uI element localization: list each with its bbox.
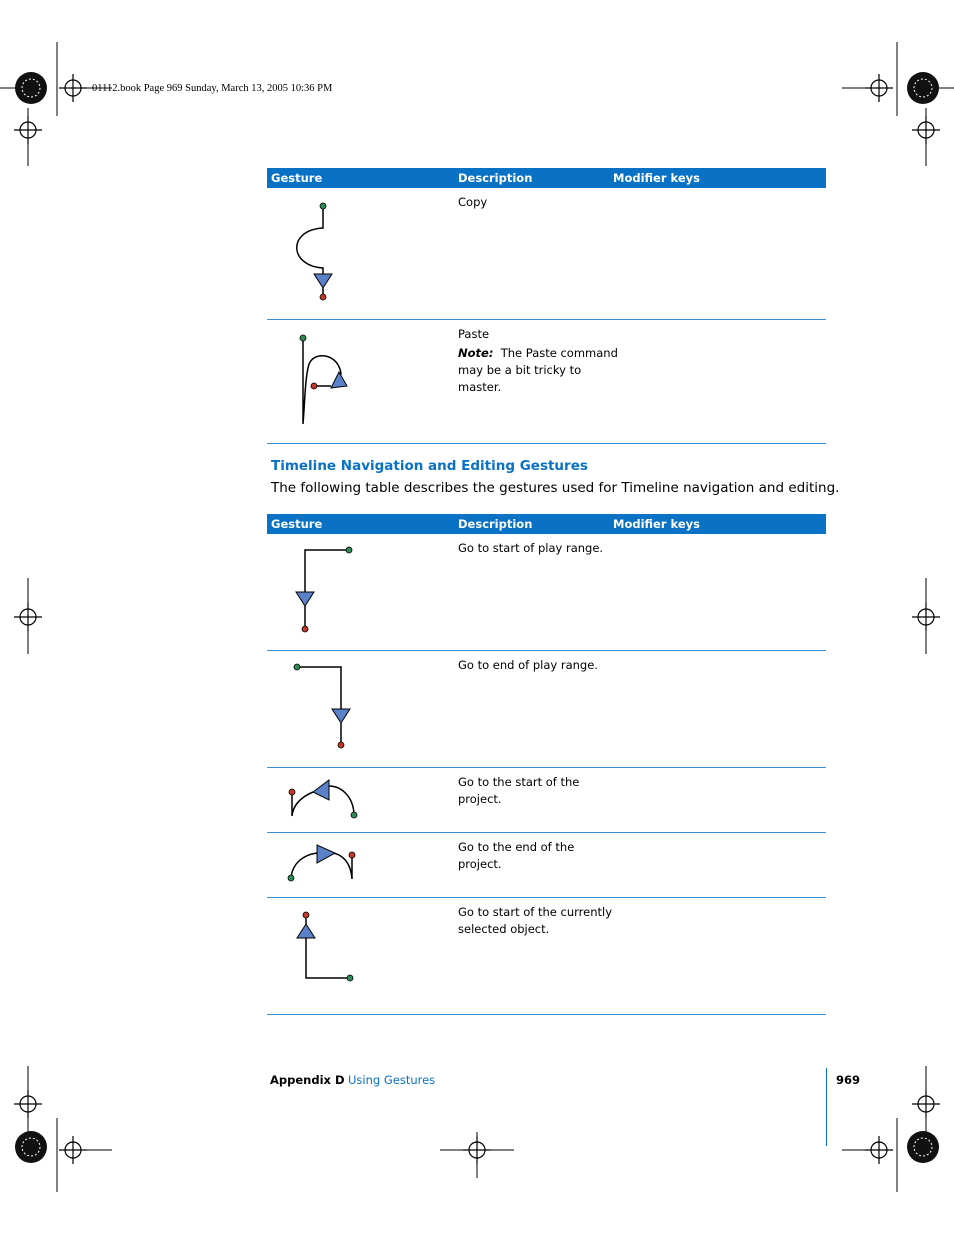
col-modifier-keys: Modifier keys <box>613 171 700 185</box>
gesture-description: Go to the end of the project. <box>458 840 575 871</box>
end-of-play-range-gesture-icon <box>267 651 447 767</box>
start-of-project-gesture-icon <box>267 768 447 832</box>
col-gesture: Gesture <box>271 171 323 185</box>
section-intro: The following table describes the gestures used for Timeline navigation and editing. <box>271 480 840 496</box>
gesture-description <box>458 194 618 211</box>
page-number: 969 <box>836 1073 861 1087</box>
col-description: Description <box>458 171 533 185</box>
section-title: Timeline Navigation and Editing Gestures <box>271 458 588 474</box>
gesture-description: Go to end of play range. <box>458 658 598 672</box>
start-of-play-range-gesture-icon <box>267 534 447 650</box>
note-text: The Paste command may be a bit tricky to master. <box>458 346 618 394</box>
col-description: Description <box>458 517 533 531</box>
edit-gestures-table <box>267 168 826 444</box>
gesture-description: Go to start of play range. <box>458 541 604 555</box>
note <box>458 345 618 396</box>
table-row <box>267 320 826 444</box>
table-row <box>267 768 826 833</box>
col-modifier-keys: Modifier keys <box>613 517 700 531</box>
end-of-project-gesture-icon <box>267 833 447 897</box>
copy-gesture-icon <box>267 188 447 319</box>
table-row <box>267 651 826 768</box>
gesture-description <box>458 326 618 396</box>
table-header <box>267 514 826 534</box>
col-gesture: Gesture <box>271 517 323 531</box>
table-row <box>267 534 826 651</box>
table-row <box>267 898 826 1015</box>
footer-chapter: Using Gestures <box>348 1073 436 1087</box>
table-row <box>267 833 826 898</box>
gesture-description: Go to start of the currently selected object. <box>458 905 612 936</box>
print-header: 01112.book Page 969 Sunday, March 13, 2005 10:36 PM <box>92 83 333 94</box>
table-header <box>267 168 826 188</box>
note-label: Note: <box>458 346 494 360</box>
table-row <box>267 188 826 320</box>
footer-rule <box>826 1068 827 1146</box>
gesture-description: Go to the start of the project. <box>458 775 580 806</box>
description-text: Copy <box>458 195 488 209</box>
timeline-gestures-table <box>267 514 826 1016</box>
start-of-selected-object-gesture-icon <box>267 898 447 1014</box>
footer-appendix: Appendix D <box>270 1073 345 1087</box>
description-text: Paste <box>458 327 490 341</box>
paste-gesture-icon <box>267 320 447 443</box>
